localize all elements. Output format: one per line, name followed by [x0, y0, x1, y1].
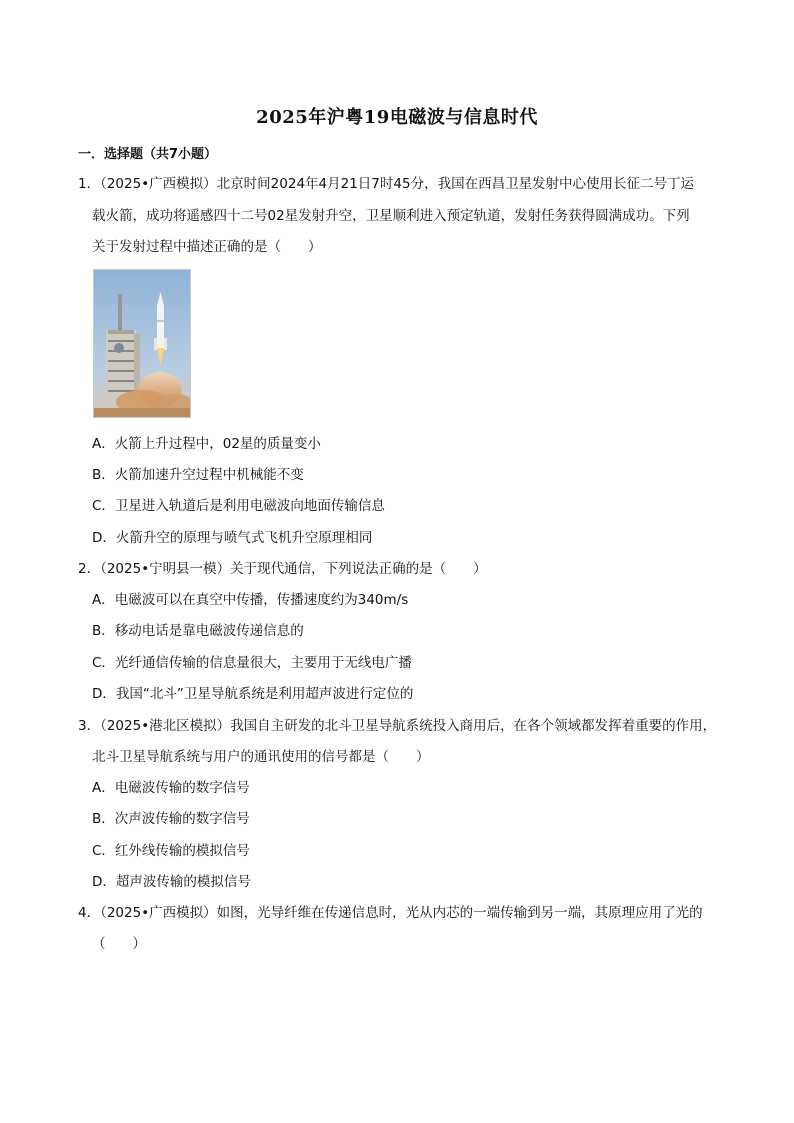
question-1-text-line2: 载火箭，成功将遥感四十二号02星发射升空，卫星顺利进入预定轨道，发射任务获得圆满成功。下列 [92, 208, 690, 224]
question-3-source: （2025•港北区模拟） [100, 718, 231, 734]
question-4-text-line1: 如图，光导纤维在传递信息时，光从内芯的一端传输到另一端，其原理应用了光的 [216, 905, 703, 921]
question-2-option-a: A．电磁波可以在真空中传播，传播速度约为340m/s [92, 592, 409, 608]
page-title: 2025年沪粤19电磁波与信息时代 [256, 107, 538, 128]
question-1-line1 [78, 174, 694, 194]
question-2-option-b: B．移动电话是靠电磁波传递信息的 [92, 623, 304, 639]
question-4-text-line2: （ ） [92, 936, 146, 952]
section-heading: 一．选择题（共7小题） [78, 147, 218, 162]
question-4-source: （2025•广西模拟） [100, 905, 217, 921]
question-3-line1 [78, 716, 716, 736]
question-2-text-line1: 关于现代通信，下列说法正确的是（ ） [230, 561, 487, 577]
question-1-option-b: B．火箭加速升空过程中机械能不变 [92, 467, 304, 483]
question-1-option-d: D．火箭升空的原理与喷气式飞机升空原理相同 [92, 530, 373, 546]
question-3-option-a: A．电磁波传输的数字信号 [92, 780, 250, 796]
question-1-option-c: C．卫星进入轨道后是利用电磁波向地面传输信息 [92, 498, 385, 514]
question-1-source: （2025•广西模拟） [100, 176, 217, 192]
question-1-option-a: A．火箭上升过程中，02星的质量变小 [92, 436, 321, 452]
question-3-option-d: D．超声波传输的模拟信号 [92, 874, 251, 890]
question-1-number: 1． [78, 176, 101, 192]
question-1-text-line3: 关于发射过程中描述正确的是（ ） [92, 239, 322, 255]
question-3-option-c: C．红外线传输的模拟信号 [92, 843, 250, 859]
question-3-text-line1: 我国自主研发的北斗卫星导航系统投入商用后，在各个领域都发挥着重要的作用， [230, 718, 717, 734]
question-1-text-line1: 北京时间2024年4月21日7时45分，我国在西昌卫星发射中心使用长征二号丁运 [216, 176, 695, 192]
rocket-launch-photo [93, 269, 191, 418]
question-2-option-d: D．我国“北斗”卫星导航系统是利用超声波进行定位的 [92, 686, 414, 702]
question-3-text-line2: 北斗卫星导航系统与用户的通讯使用的信号都是（ ） [92, 749, 430, 765]
question-4-number: 4． [78, 905, 101, 921]
question-3-option-b: B．次声波传输的数字信号 [92, 811, 250, 827]
question-2-number: 2． [78, 561, 101, 577]
question-2-line1 [78, 559, 487, 579]
question-4-line1 [78, 903, 703, 923]
question-2-source: （2025•宁明县一模） [100, 561, 231, 577]
question-3-number: 3． [78, 718, 101, 734]
question-2-option-c: C．光纤通信传输的信息量很大，主要用于无线电广播 [92, 655, 412, 671]
